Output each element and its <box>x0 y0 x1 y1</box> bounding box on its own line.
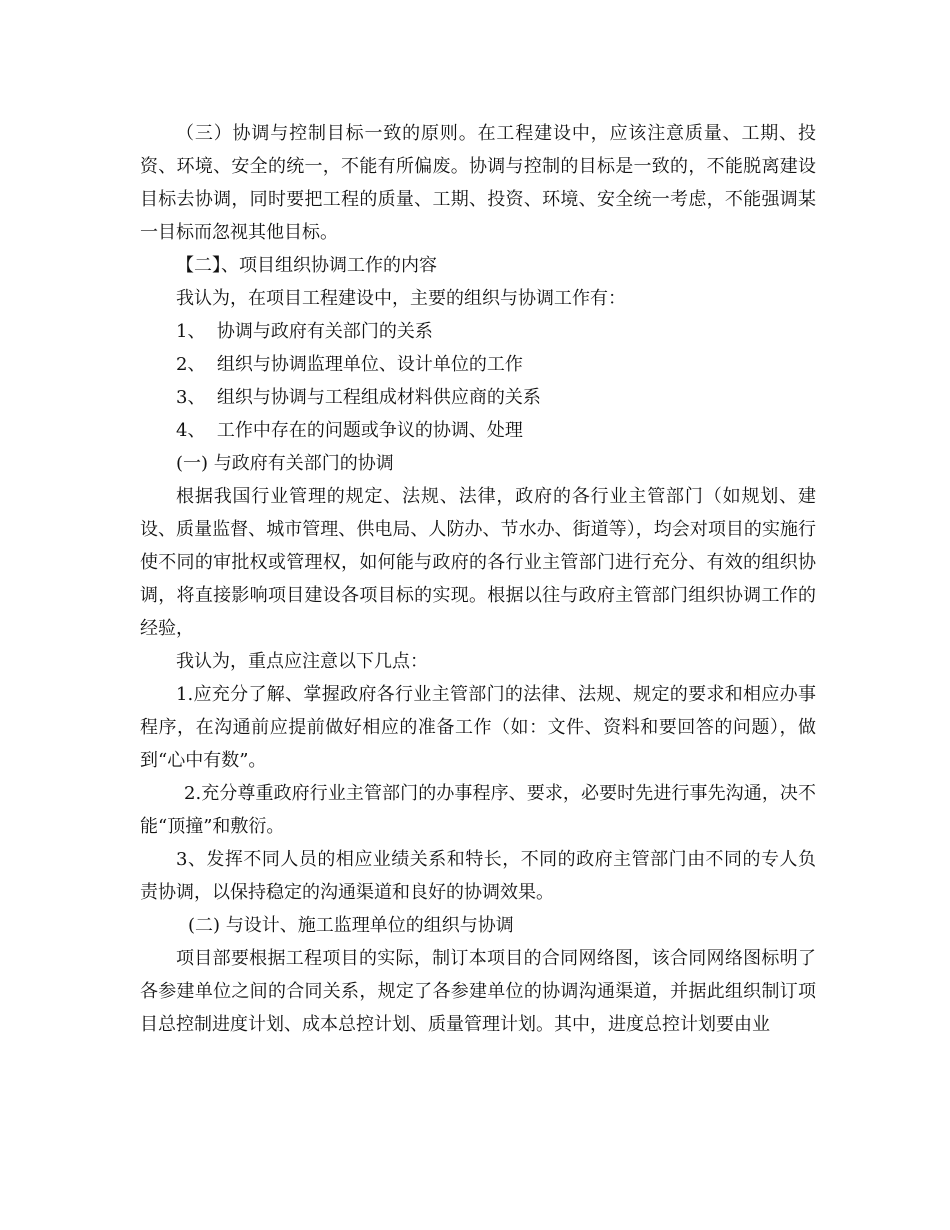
paragraph-government-coordination: 根据我国行业管理的规定、法规、法律，政府的各行业主管部门（如规划、建设、质量监督、城市管理、供电局、人防办、节水办、街道等），均会对项目的实施行使不同的审批权或管理权，如何能与政府的各行业主管部门进行充分、有效的组织协调，将直接影响项目建设各项目标的实现。根据以往与政府主管部门组织协调工作的经验， <box>140 486 816 639</box>
document-body <box>140 117 816 1041</box>
paragraph-contract-network: 项目部要根据工程项目的实际，制订本项目的合同网络图，该合同网络图标明了各参建单位之间的合同关系，规定了各参建单位的协调沟通渠道，并据此组织制订项目总控制进度计划、成本总控计划、质量管理计划。其中，进度总控计划要由业 <box>140 948 816 1035</box>
subheading-government: (一) 与政府有关部门的协调 <box>176 453 394 474</box>
point-2: 2.充分尊重政府行业主管部门的办事程序、要求，必要时先进行事先沟通，决不能“顶撞”和敷衍。 <box>140 783 816 837</box>
section-heading-two: 【二】、项目组织协调工作的内容 <box>176 255 437 276</box>
list-item-4: 4、 工作中存在的问题或争议的协调、处理 <box>176 420 523 441</box>
point-3: 3、发挥不同人员的相应业绩关系和特长，不同的政府主管部门由不同的专人负责协调，以保持稳定的沟通渠道和良好的协调效果。 <box>140 849 816 903</box>
point-1: 1.应充分了解、掌握政府各行业主管部门的法律、法规、规定的要求和相应办事程序，在沟通前应提前做好相应的准备工作（如：文件、资料和要回答的问题），做到“心中有数”。 <box>140 684 816 771</box>
paragraph-key-points: 我认为，重点应注意以下几点： <box>176 651 428 672</box>
subheading-design-supervision: (二) 与设计、施工监理单位的组织与协调 <box>188 915 514 936</box>
list-item-3: 3、 组织与协调与工程组成材料供应商的关系 <box>176 387 541 408</box>
list-item-2: 2、 组织与协调监理单位、设计单位的工作 <box>176 354 523 375</box>
paragraph-principle-three: （三）协调与控制目标一致的原则。在工程建设中，应该注意质量、工期、投资、环境、安全的统一，不能有所偏废。协调与控制的目标是一致的，不能脱离建设目标去协调，同时要把工程的质量、工期、投资、环境、安全统一考虑，不能强调某一目标而忽视其他目标。 <box>140 123 816 243</box>
list-item-1: 1、 协调与政府有关部门的关系 <box>176 321 433 342</box>
paragraph-intro: 我认为，在项目工程建设中，主要的组织与协调工作有： <box>176 288 626 309</box>
